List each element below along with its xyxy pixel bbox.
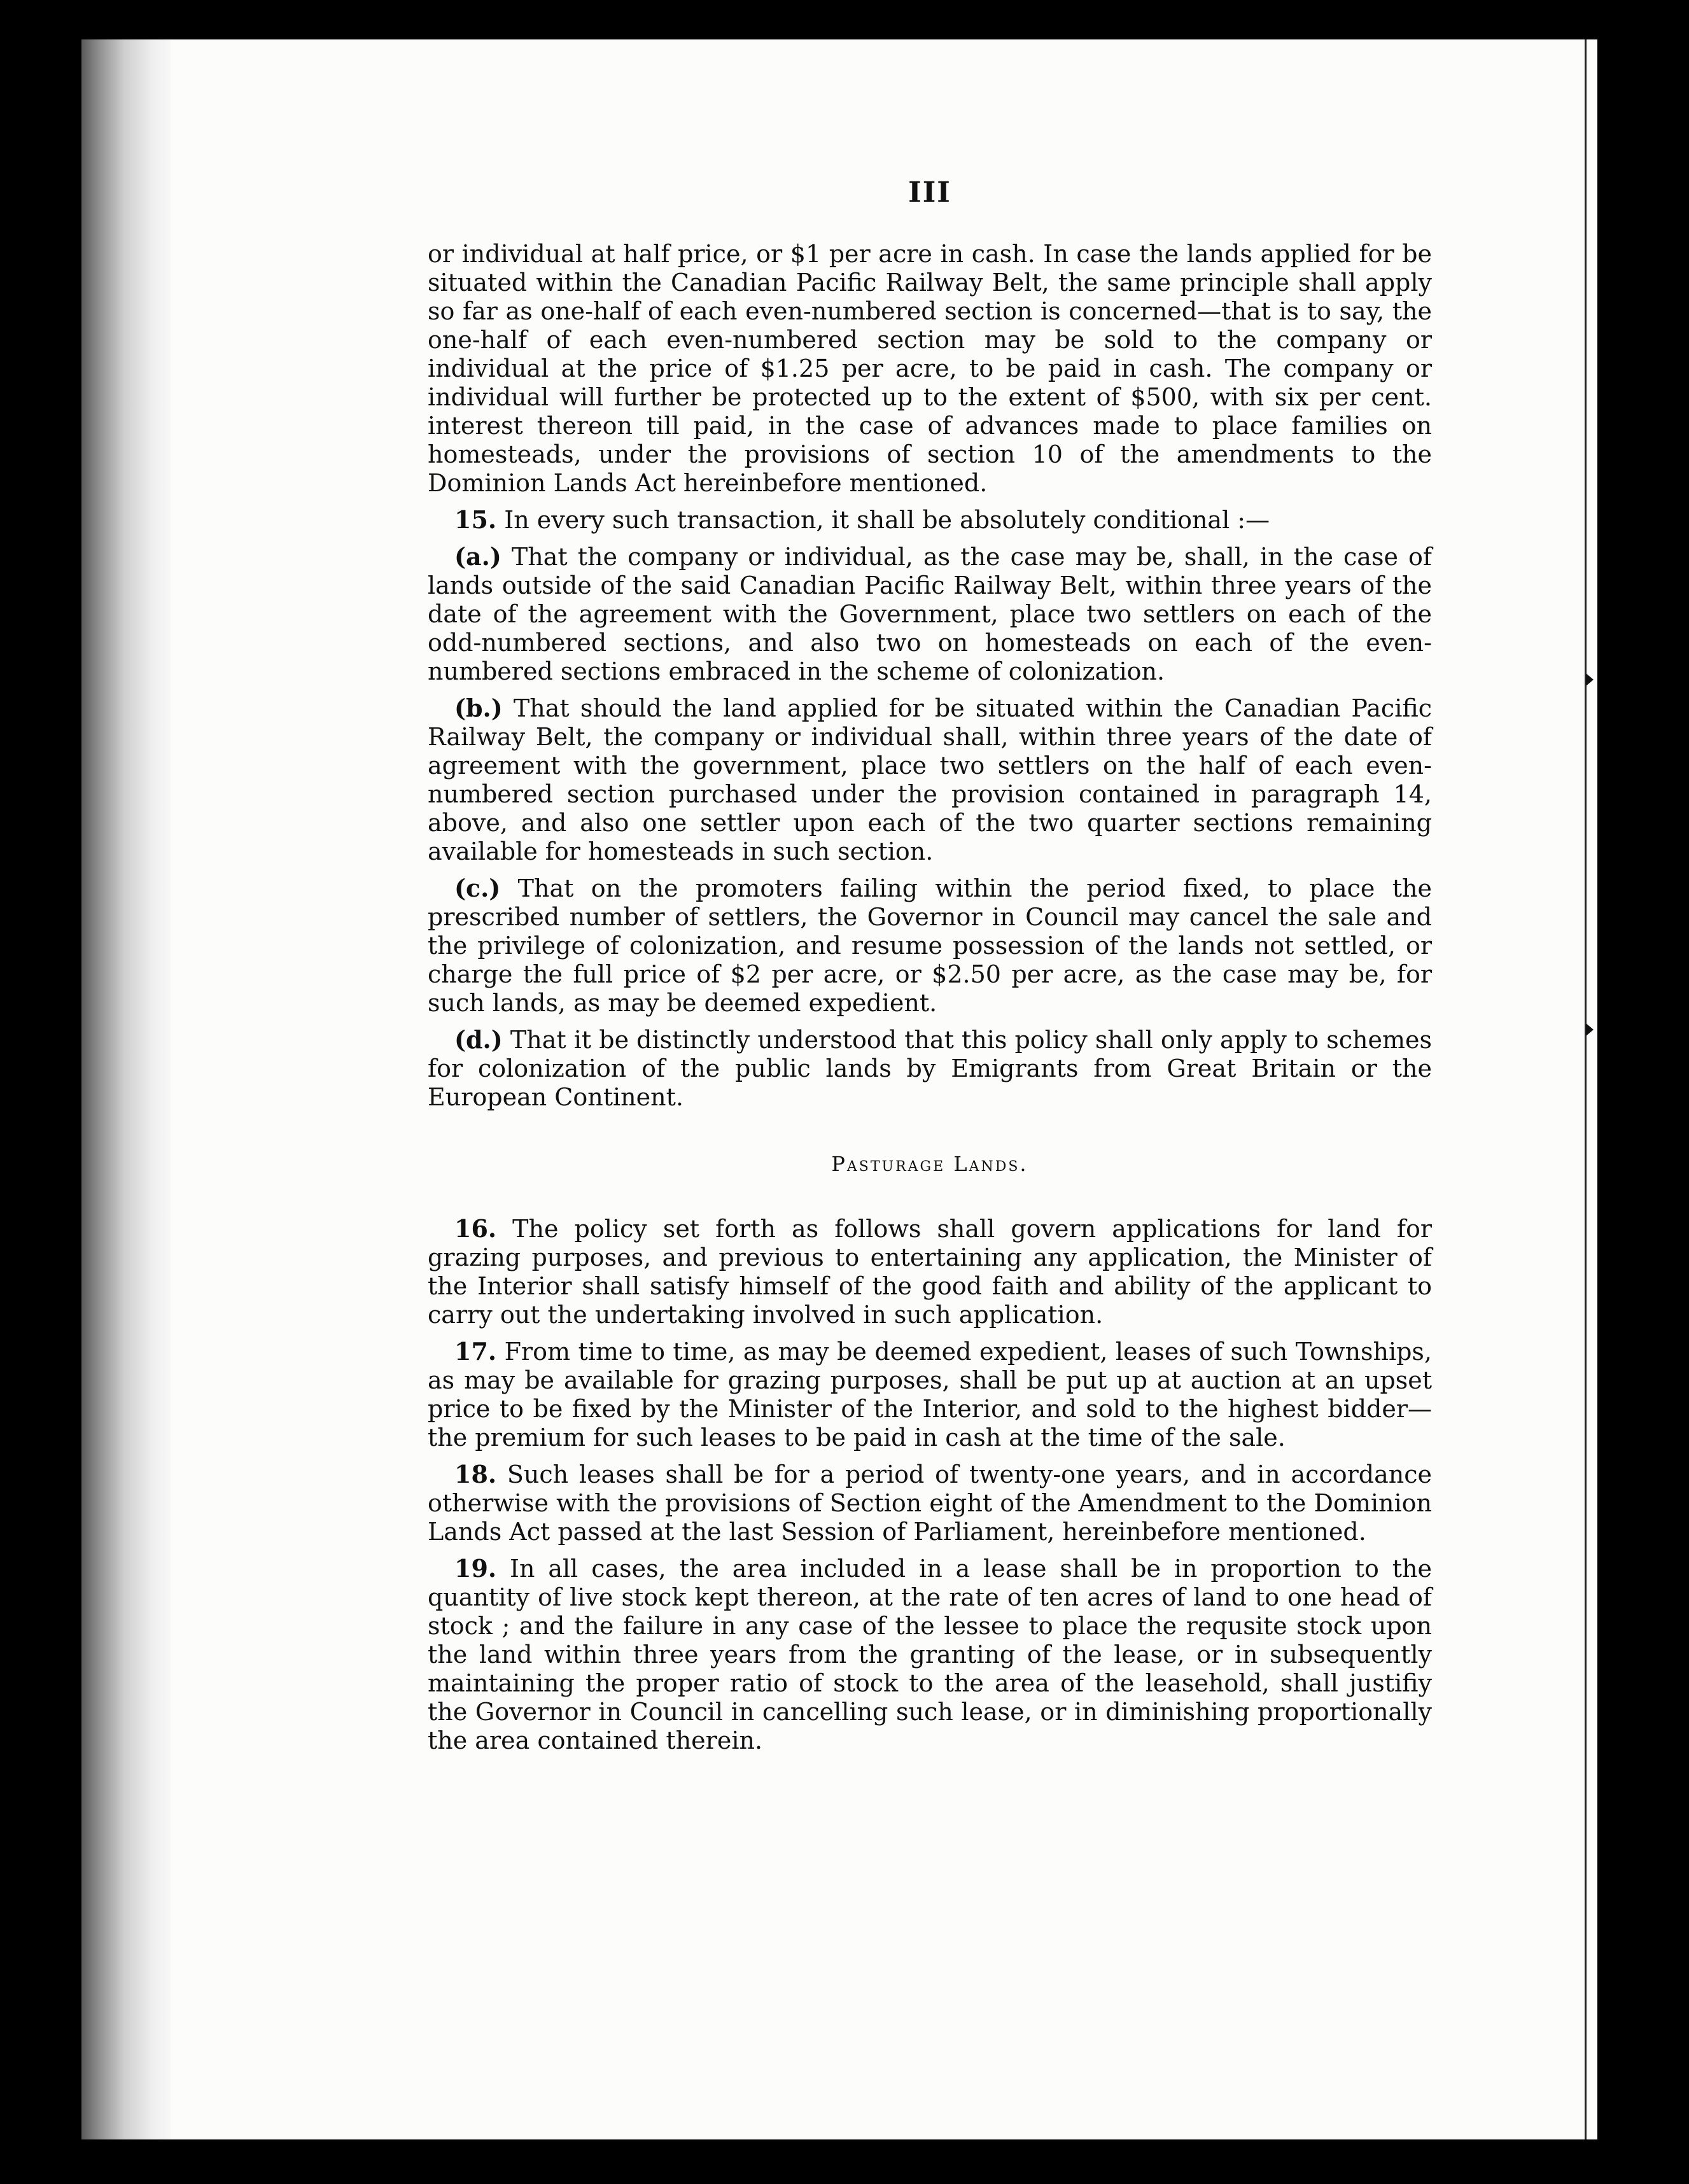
paragraph-text: Such leases shall be for a period of twenty-one years, and in accordance otherwise with the provisions of Section eight of the Amendment to the Dominion Lands Act passed at the last Session of Parliament, hereinbefore mentioned. (428, 1460, 1432, 1546)
paragraph-number: 16. (454, 1214, 497, 1243)
edge-mark-icon (1586, 1023, 1594, 1036)
paragraph-number: 18. (454, 1460, 497, 1488)
paragraph-a (428, 542, 1432, 686)
paragraph-text: In every such transaction, it shall be absolutely conditional :— (496, 506, 1270, 534)
paragraph-text: That on the promoters failing within the period fixed, to place the prescribed number of settlers, the Governor in Council may cancel the sale and the privilege of colonization, and resume possession of the lands not settled, or charge the full price of $2 per acre, or $2.50 per acre, as the case may be, for such lands, as may be deemed expedient. (428, 874, 1432, 1017)
paragraph-text: That the company or individual, as the case may be, shall, in the case of lands outside of the said Canadian Pacific Railway Belt, within three years of the date of the agreement with the Government, place two settlers on each of the odd-numbered sections, and also two on homesteads on each of the even-numbered sections embraced in the scheme of colonization. (428, 543, 1432, 685)
paragraph-15 (428, 505, 1432, 535)
paragraph-number: 15. (454, 505, 497, 534)
paragraph-b (428, 694, 1432, 866)
clause-letter: (d.) (454, 1025, 503, 1054)
edge-mark-icon (1586, 673, 1594, 686)
paragraph-d (428, 1025, 1432, 1112)
paragraph-number: 19. (454, 1554, 497, 1583)
paragraph-16 (428, 1214, 1432, 1329)
paragraph-text: That it be distinctly understood that this policy shall only apply to schemes for colonization of the public lands by Emigrants from Great Britain or the European Continent. (428, 1026, 1432, 1111)
section-heading: Pasturage Lands. (831, 1152, 1028, 1176)
paragraph-continuation: or individual at half price, or $1 per acre in cash. In case the lands applied for be situated within the Canadian Pacific Railway Belt, the same principle shall apply so far as one-half of each even-numbered section is concerned—that is to say, the one-half of each even-numbered section may be sold to the company or individual at the price of $1.25 per acre, to be paid in cash. The company or individual will further be protected up to the extent of $500, with six per cent. interest thereon till paid, in the case of advances made to place families on homesteads, under the provisions of section 10 of the amendments to the Dominion Lands Act hereinbefore mentioned. (428, 240, 1432, 497)
paragraph-17 (428, 1337, 1432, 1452)
paragraph-c (428, 874, 1432, 1018)
scan-background-right (1597, 39, 1689, 2139)
page-text (428, 178, 1432, 1763)
paragraph-18 (428, 1460, 1432, 1546)
paragraph-text: That should the land applied for be situated within the Canadian Pacific Railway Belt, the company or individual shall, within three years of the date of agreement with the government, place two settlers on the half of each even-numbered section purchased under the provision contained in paragraph 14, above, and also one settler upon each of the two quarter sections remaining available for homesteads in such section. (428, 694, 1432, 865)
clause-letter: (a.) (454, 542, 501, 571)
paragraph-text: The policy set forth as follows shall govern applications for land for grazing purposes, and previous to entertaining any application, the Minister of the Interior shall satisfy himself of the good faith and ability of the applicant to carry out the undertaking involved in such application. (428, 1215, 1432, 1329)
clause-letter: (c.) (454, 874, 501, 902)
scan-binding-edge (81, 39, 177, 2139)
paragraph-19 (428, 1554, 1432, 1755)
clause-letter: (b.) (454, 694, 503, 722)
page-number: III (908, 176, 951, 209)
paragraph-number: 17. (454, 1337, 497, 1366)
paragraph-text: From time to time, as may be deemed expedient, leases of such Townships, as may be available for grazing purposes, shall be put up at auction at an upset price to be fixed by the Minister of the Interior, and sold to the highest bidder—the premium for such leases to be paid in cash at the time of the sale. (428, 1338, 1432, 1452)
paragraph-text: In all cases, the area included in a lease shall be in proportion to the quantity of live stock kept thereon, at the rate of ten acres of land to one head of stock ; and the failure in any case of the lessee to place the requsite stock upon the land within three years from the granting of the lease, or in subsequently maintaining the proper ratio of stock to the area of the leasehold, shall justifiy the Governor in Council in cancelling such lease, or in diminishing proportionally the area contained therein. (428, 1555, 1432, 1754)
